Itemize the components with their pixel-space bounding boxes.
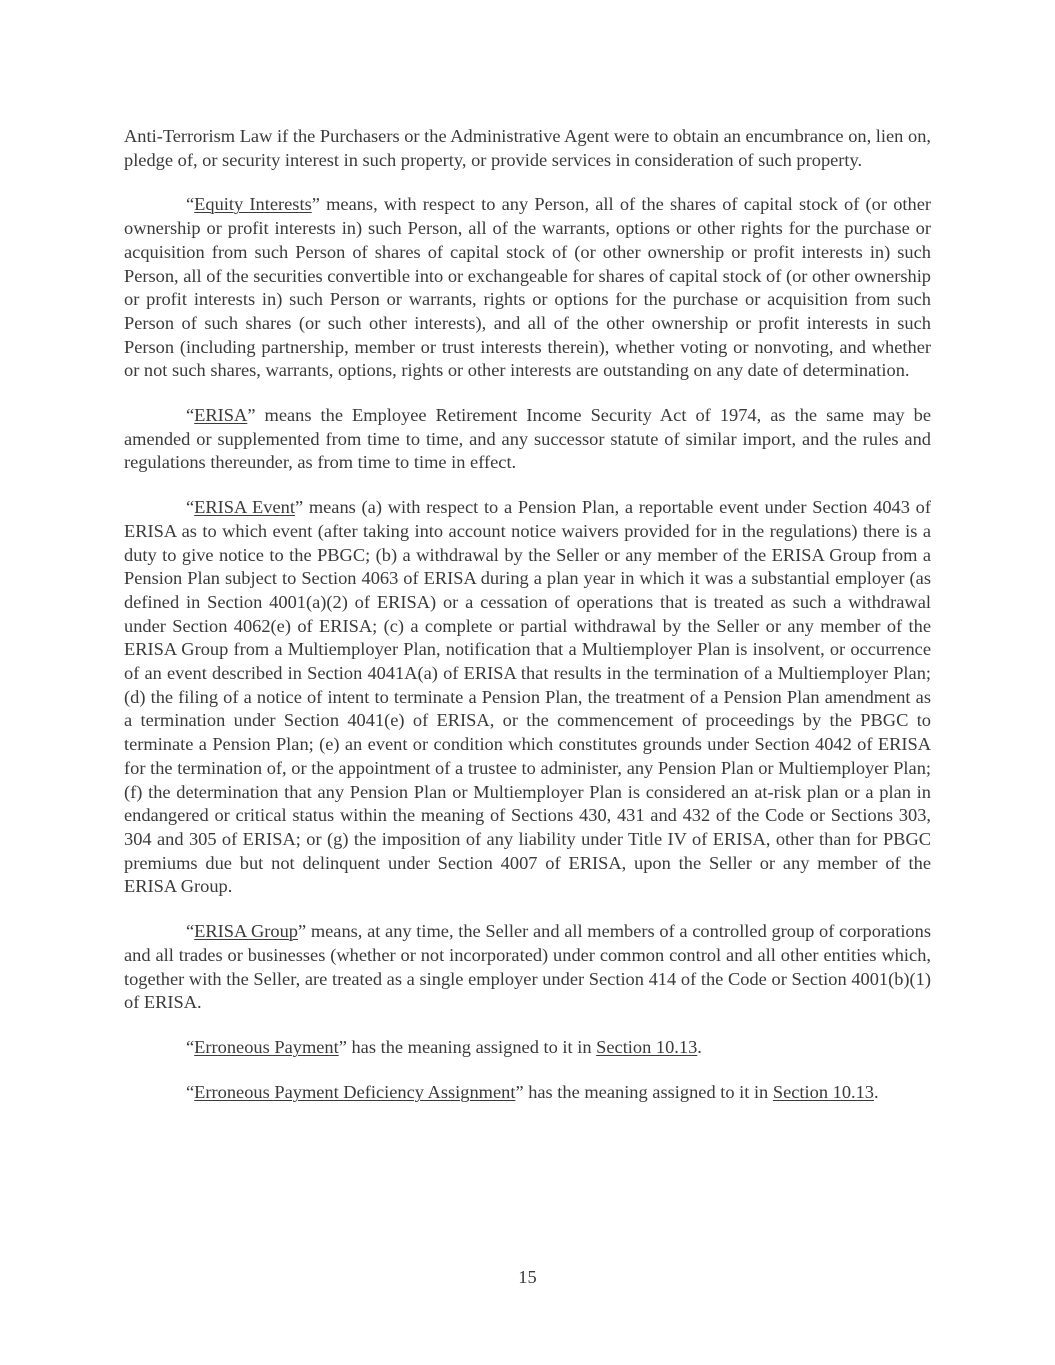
section-reference: Section 10.13 (772, 1081, 874, 1102)
section-reference: Section 10.13 (596, 1036, 698, 1057)
defined-term-erroneous-payment-deficiency-assignment: Erroneous Payment Deficiency Assignment (194, 1081, 516, 1102)
definition-equity-interests: “Equity Interests” means, with respect to any Person, all of the shares of capital stock of (or other ownership or profit interests in) such Person, all of the warrants, options or other rights for the purchase or acquisition from such Person of shares of capital stock of (or other ownership or profit interests in) such Person, all of the securities convertible into or exchangeable for shares of capital stock of (or other ownership or profit interests in) such Person or warrants, rights or options for the purchase or acquisition from such Person of such shares (or such other interests), and all of the other ownership or profit interests in such Person (including partnership, member or trust interests therein), whether voting or nonvoting, and whether or not such shares, warrants, options, rights or other interests are outstanding on any date of determination. (124, 194, 931, 381)
definition-erisa-group: “ERISA Group” means, at any time, the Seller and all members of a controlled group of corporations and all trades or businesses (whether or not incorporated) under common control and all other entities which, together with the Seller, are treated as a single employer under Section 414 of the Code or Section 4001(b)(1) of ERISA. (124, 921, 931, 1013)
defined-term-equity-interests: Equity Interests (194, 194, 312, 215)
defined-term-erisa: ERISA (194, 405, 248, 426)
definition-erisa: “ERISA” means the Employee Retirement Income Security Act of 1974, as the same may be amended or supplemented from time to time, and any successor statute of similar import, and the rules and regulations thereunder, as from time to time in effect. (124, 405, 931, 473)
definition-erisa-event: “ERISA Event” means (a) with respect to a Pension Plan, a reportable event under Section 4043 of ERISA as to which event (after taking into account notice waivers provided for in the regulations) there is a duty to give notice to the PBGC; (b) a withdrawal by the Seller or any member of the ERISA Group from a Pension Plan subject to Section 4063 of ERISA during a plan year in which it was a substantial employer (as defined in Section 4001(a)(2) of ERISA) or a cessation of operations that is treated as such a withdrawal under Section 4062(e) of ERISA; (c) a complete or partial withdrawal by the Seller or any member of the ERISA Group from a Multiemployer Plan, notification that a Multiemployer Plan is insolvent, or occurrence of an event described in Section 4041A(a) of ERISA that results in the termination of a Multiemployer Plan; (d) the filing of a notice of intent to terminate a Pension Plan, the treatment of a Pension Plan amendment as a termination under Section 4041(e) of ERISA, or the commencement of proceedings by the PBGC to terminate a Pension Plan; (e) an event or condition which constitutes grounds under Section 4042 of ERISA for the termination of, or the appointment of a trustee to administer, any Pension Plan or Multiemployer Plan; (f) the determination that any Pension Plan or Multiemployer Plan is considered an at-risk plan or a plan in endangered or critical status within the meaning of Sections 430, 431 and 432 of the Code or Sections 303, 304 and 305 of ERISA; or (g) the imposition of any liability under Title IV of ERISA, other than for PBGC premiums due but not delinquent under Section 4007 of ERISA, upon the Seller or any member of the ERISA Group. (124, 497, 931, 897)
definition-erroneous-payment: “Erroneous Payment” has the meaning assigned to it in Section 10.13. (186, 1036, 702, 1057)
page-number: 15 (518, 1267, 537, 1287)
document-page (124, 125, 931, 1125)
defined-term-erroneous-payment: Erroneous Payment (194, 1036, 339, 1057)
definition-erroneous-payment-deficiency-assignment: “Erroneous Payment Deficiency Assignment” has the meaning assigned to it in Section 10.13. (186, 1081, 879, 1102)
paragraph-anti-terrorism-continuation: Anti-Terrorism Law if the Purchasers or the Administrative Agent were to obtain an encumbrance on, lien on, pledge of, or security interest in such property, or provide services in consideration of such property. (124, 126, 931, 170)
defined-term-erisa-event: ERISA Event (194, 497, 295, 518)
defined-term-erisa-group: ERISA Group (194, 921, 298, 942)
